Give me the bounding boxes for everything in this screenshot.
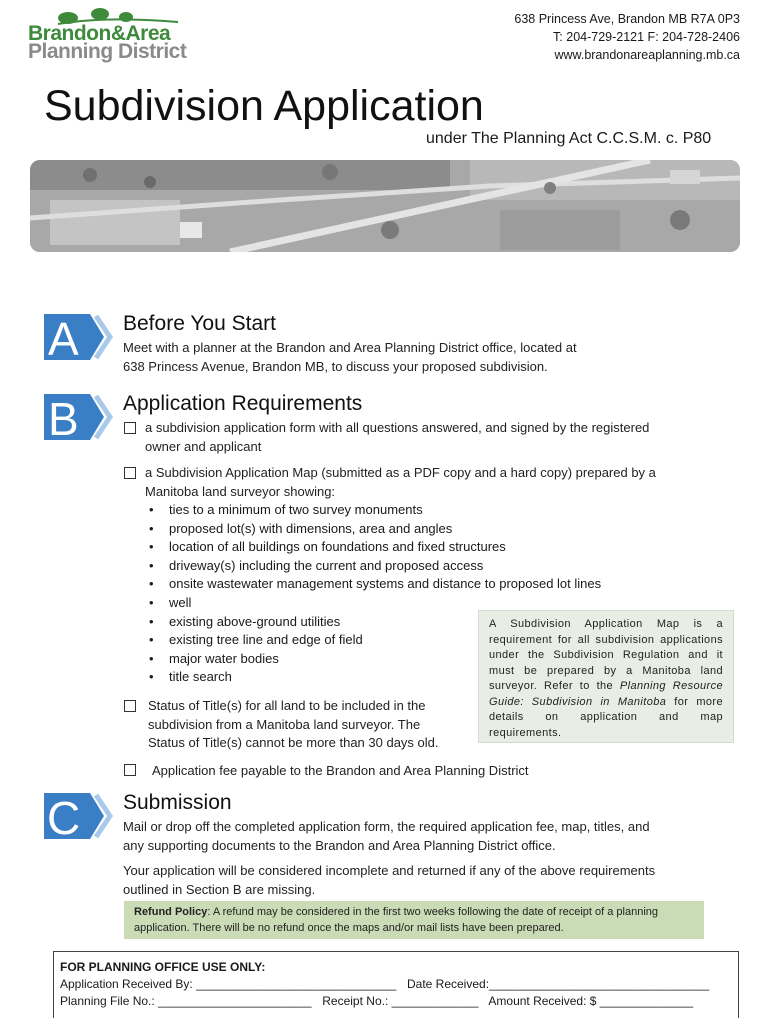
refund-policy-label: Refund Policy [134,906,208,918]
list-item: • existing above-ground utilities [145,613,601,632]
requirement-application-fee: Application fee payable to the Brandon and Area Planning District [152,763,529,778]
refund-policy-box [124,901,704,939]
section-a-heading: Before You Start [123,312,276,335]
logo-text-line1: Brandon&Area [28,22,171,45]
list-item: • onsite wastewater management systems and distance to proposed lot lines [145,575,601,594]
section-b-badge [44,392,116,442]
refund-policy-text: : A refund may be considered in the first two weeks following the date of receipt of a planning application. There will be no refund once the maps and/or mail lists have been prepared. [134,906,658,934]
received-by-field[interactable]: Application Received By: ______________________________ [60,977,397,991]
list-item: • major water bodies [145,650,601,669]
section-b-letter: B [48,393,79,442]
section-c-arrow-icon [44,791,116,841]
section-c-heading: Submission [123,791,232,814]
section-a-line1: Meet with a planner at the Brandon and Area Planning District office, located at [123,340,577,355]
map-requirement-note [478,610,734,743]
date-received-field[interactable]: Date Received:_________________________________ [406,977,710,991]
submission-p1-line1: Mail or drop off the completed application form, the required application fee, map, titles, and [123,819,650,834]
section-b-arrow-icon [44,392,116,442]
section-a-arrow-icon [44,312,116,362]
note-text-end: for more details on application and map requirements. [489,695,723,739]
office-use-heading: FOR PLANNING OFFICE USE ONLY: [60,960,266,974]
contact-block [514,10,740,64]
office-use-box [53,951,739,1018]
list-item: • title search [145,668,601,687]
submission-instructions [123,818,650,855]
amount-received-field[interactable]: Amount Received: $ ______________ [488,994,694,1008]
section-a-line2: 638 Princess Avenue, Brandon MB, to discuss your proposed subdivision. [123,358,548,374]
list-item: • proposed lot(s) with dimensions, area and angles [145,520,601,539]
section-a-badge [44,312,116,362]
page-subtitle: under The Planning Act C.C.S.M. c. P80 [426,130,712,147]
note-text-start: A Subdivision Application Map is a requirement for all subdivision applications under the Subdivision Regulation and it must be prepared by a Manitoba land surveyor. Refer to the [489,618,723,692]
logo-text-line2: Planning District [28,40,187,63]
office-use-row-2 [60,993,732,1010]
warning-line2: outlined in Section B are missing. [123,881,316,897]
requirement-1-line1: a subdivision application form with all questions answered, and signed by the registered [145,420,650,435]
incomplete-warning [123,862,655,899]
address: 638 Princess Ave, Brandon MB R7A 0P3 [514,12,740,26]
requirement-3-line2: subdivision from a Manitoba land surveyor. The [148,716,421,732]
section-a-text [123,339,577,376]
requirement-1-line2: owner and applicant [145,438,262,454]
requirement-status-of-title [148,697,439,753]
checkbox-status-of-title[interactable] [124,700,136,712]
warning-line1: Your application will be considered incomplete and returned if any of the above requirements [123,863,656,878]
aerial-photo-image [30,160,740,252]
brandon-area-planning-logo [28,6,208,66]
page-title: Subdivision Application [44,82,484,130]
list-item: • location of all buildings on foundations and fixed structures [145,538,601,557]
phone-fax: T: 204-729-2121 F: 204-728-2406 [553,30,740,44]
requirement-application-form [145,419,649,456]
office-use-row-1 [60,976,732,993]
requirement-2-line1: a Subdivision Application Map (submitted as a PDF copy and a hard copy) prepared by a [145,465,656,480]
list-item: • well [145,594,601,613]
list-item: • existing tree line and edge of field [145,631,601,650]
requirement-3-line1: Status of Title(s) for all land to be included in the [148,698,426,713]
section-b-heading: Application Requirements [123,392,363,415]
checkbox-application-map[interactable] [124,467,136,479]
section-c-letter: C [47,792,81,841]
website-link[interactable]: www.brandonareaplanning.mb.ca [554,48,740,62]
note-guide-title: Planning Resource Guide: Subdivision in Manitoba [489,680,724,708]
checkbox-application-form[interactable] [124,422,136,434]
requirement-application-map [145,464,656,501]
checkbox-application-fee[interactable] [124,764,136,776]
section-a-letter: A [48,313,79,362]
section-c-badge [44,791,116,841]
list-item: • driveway(s) including the current and proposed access [145,557,601,576]
submission-p1-line2: any supporting documents to the Brandon and Area Planning District office. [123,837,556,853]
requirement-2-line2: Manitoba land surveyor showing: [145,483,336,499]
requirement-3-line3: Status of Title(s) cannot be more than 30 days old. [148,735,439,750]
receipt-no-field[interactable]: Receipt No.: _____________ [322,994,479,1008]
list-item: • ties to a minimum of two survey monuments [145,501,601,520]
aerial-photo-banner [30,160,740,252]
planning-file-no-field[interactable]: Planning File No.: _______________________ [60,994,312,1008]
